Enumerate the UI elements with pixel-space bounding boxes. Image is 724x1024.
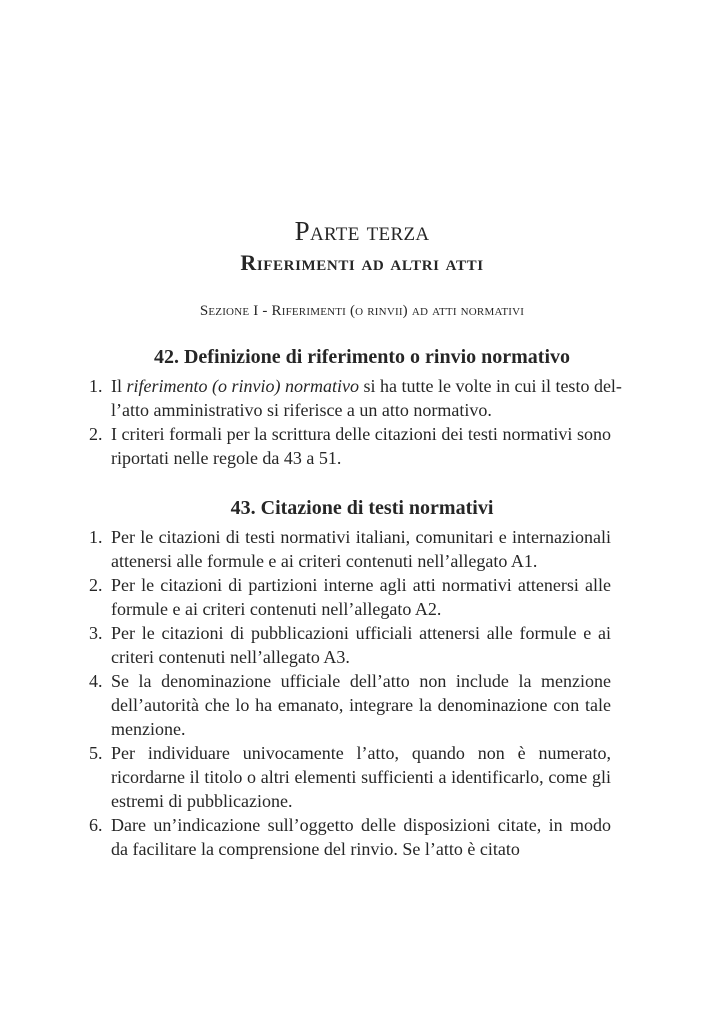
section-heading: Sezione I - Riferimenti (o rinvii) ad atti normativi [199, 303, 525, 319]
part-title: Riferimenti ad altri atti [240, 250, 484, 275]
item-text: Per le citazioni di pubblicazioni ufficiali attenersi alle formule e ai criteri contenuti nell’allegato A3. [111, 623, 611, 667]
item-first-line [111, 376, 622, 396]
list-item [89, 573, 611, 621]
item-number: 4. [89, 671, 103, 691]
item-text: Per le citazioni di partizioni interne agli atti normativi attenersi alle formule e ai criteri contenuti nell’allegato A2. [111, 575, 611, 619]
rule-43-items [89, 525, 611, 861]
list-item [89, 741, 611, 813]
item-text: l’atto amministrativo si riferisce a un atto normativo. [111, 400, 492, 420]
item-text: Se la denominazione ufficiale dell’atto non include la menzione dell’autorità che lo ha emanato, integrare la denominazione con tale menzione. [111, 671, 611, 739]
item-text: Per le citazioni di testi normativi italiani, comunitari e internazionali attenersi alle formule e ai criteri contenuti nell’allegato A1. [111, 527, 611, 571]
rule-43-title: 43. Citazione di testi normativi [230, 497, 494, 519]
item-text: si ha tutte le volte in cui il testo del- [358, 376, 622, 396]
list-item [89, 621, 611, 669]
list-item [89, 669, 611, 741]
list-item [89, 374, 622, 422]
item-number: 5. [89, 743, 103, 763]
item-number: 1. [89, 527, 103, 547]
list-item [89, 525, 611, 573]
item-number: 3. [89, 623, 103, 643]
item-emphasis: riferimento (o rinvio) normativo [126, 376, 359, 396]
rule-42-items [89, 374, 622, 470]
item-number: 2. [89, 575, 103, 595]
item-text: Per individuare univocamente l’atto, quando non è numerato, ricordarne il titolo o altri elementi sufficienti a identificarlo, come gli estremi di pubblicazione. [111, 743, 611, 811]
part-heading: Parte terza [294, 216, 430, 246]
item-text: Il [111, 376, 127, 396]
item-text: Dare un’indicazione sull’oggetto delle disposizioni citate, in modo da facilitare la comprensione del rinvio. Se l’atto è citato [111, 815, 611, 859]
list-item [89, 422, 611, 470]
list-item [89, 813, 611, 861]
item-number: 6. [89, 815, 103, 835]
rule-42-title: 42. Definizione di riferimento o rinvio normativo [153, 346, 571, 368]
item-number: 1. [89, 376, 103, 396]
item-number: 2. [89, 424, 103, 444]
item-text: I criteri formali per la scrittura delle citazioni dei testi normativi sono riportati nelle regole da 43 a 51. [111, 424, 611, 468]
